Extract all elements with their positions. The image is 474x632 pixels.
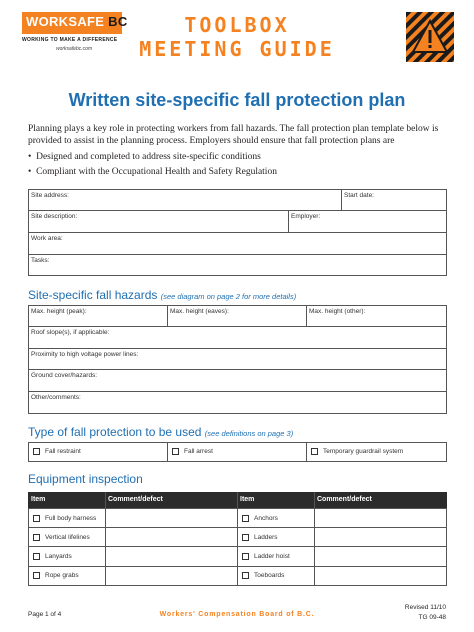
equipment-item-label: Rope grabs (45, 572, 79, 579)
roof-slopes-field[interactable]: Roof slope(s), if applicable: (31, 329, 110, 336)
guardrail-checkbox[interactable] (311, 448, 318, 455)
logo-wordmark: WORKSAFE BC (26, 14, 128, 29)
max-height-peak-field[interactable]: Max. height (peak): (31, 308, 87, 315)
logo-url: worksafebc.com (56, 46, 93, 52)
fall-arrest-checkbox[interactable] (172, 448, 179, 455)
ladders-checkbox[interactable] (242, 534, 249, 541)
guide-title-line2: MEETING GUIDE (139, 37, 335, 61)
max-height-other-field[interactable]: Max. height (other): (309, 308, 366, 315)
protection-heading: Type of fall protection to be used (see definitions on page 3) (28, 425, 294, 439)
revised-date: Revised 11/10 (404, 604, 446, 611)
power-lines-field[interactable]: Proximity to high voltage power lines: (31, 351, 139, 358)
max-height-eaves-field[interactable]: Max. height (eaves): (170, 308, 229, 315)
page-number: Page 1 of 4 (28, 611, 62, 618)
ladder-hoist-checkbox[interactable] (242, 553, 249, 560)
tasks-field[interactable]: Tasks: (31, 257, 50, 264)
equipment-item-label: Ladder hoist (254, 553, 290, 560)
warning-sign-icon (406, 12, 454, 62)
start-date-field[interactable]: Start date: (344, 192, 374, 199)
page-title: Written site-specific fall protection plan (68, 90, 406, 110)
logo-tagline: WORKING TO MAKE A DIFFERENCE (22, 37, 118, 43)
document-code: TG 09-48 (418, 614, 446, 621)
hazards-heading: Site-specific fall hazards (see diagram on page 2 for more details) (28, 288, 297, 302)
site-description-field[interactable]: Site description: (31, 213, 78, 220)
fall-restraint-label: Fall restraint (45, 448, 81, 455)
ground-cover-field[interactable]: Ground cover/hazards: (31, 372, 98, 379)
lanyards-checkbox[interactable] (33, 553, 40, 560)
rope-grabs-checkbox[interactable] (33, 572, 40, 579)
footer-organization: Workers' Compensation Board of B.C. (159, 611, 315, 618)
toeboards-checkbox[interactable] (242, 572, 249, 579)
site-address-field[interactable]: Site address: (31, 192, 69, 199)
fall-restraint-checkbox[interactable] (33, 448, 40, 455)
col-item-left: Item (31, 496, 46, 503)
equipment-item-label: Vertical lifelines (45, 534, 90, 541)
work-area-field[interactable]: Work area: (31, 235, 63, 242)
bullet-item: • Designed and completed to address site-specific conditions (28, 152, 261, 162)
equipment-item-label: Ladders (254, 534, 278, 541)
equipment-item-label: Lanyards (45, 553, 72, 560)
equipment-item-label: Toeboards (254, 572, 285, 579)
bullet-item: • Compliant with the Occupational Health and Safety Regulation (28, 167, 277, 177)
guardrail-label: Temporary guardrail system (323, 448, 404, 455)
full-body-harness-checkbox[interactable] (33, 515, 40, 522)
guide-title-line1: TOOLBOX (184, 13, 290, 37)
col-comment-left: Comment/defect (108, 496, 163, 503)
equipment-item-label: Anchors (254, 515, 278, 522)
equipment-heading: Equipment inspection (28, 472, 143, 486)
anchors-checkbox[interactable] (242, 515, 249, 522)
equipment-item-label: Full body harness (45, 515, 97, 522)
col-comment-right: Comment/defect (317, 496, 372, 503)
employer-field[interactable]: Employer: (291, 213, 321, 220)
hazards-form (28, 305, 447, 414)
col-item-right: Item (240, 496, 255, 503)
vertical-lifelines-checkbox[interactable] (33, 534, 40, 541)
fall-arrest-label: Fall arrest (184, 448, 213, 455)
intro-paragraph: Planning plays a key role in protecting workers from fall hazards. The fall protection plan template below is provided to assist in the planning process. Employers should ensure that fall protection plans are (28, 124, 439, 146)
other-comments-field[interactable]: Other/comments: (31, 394, 81, 401)
